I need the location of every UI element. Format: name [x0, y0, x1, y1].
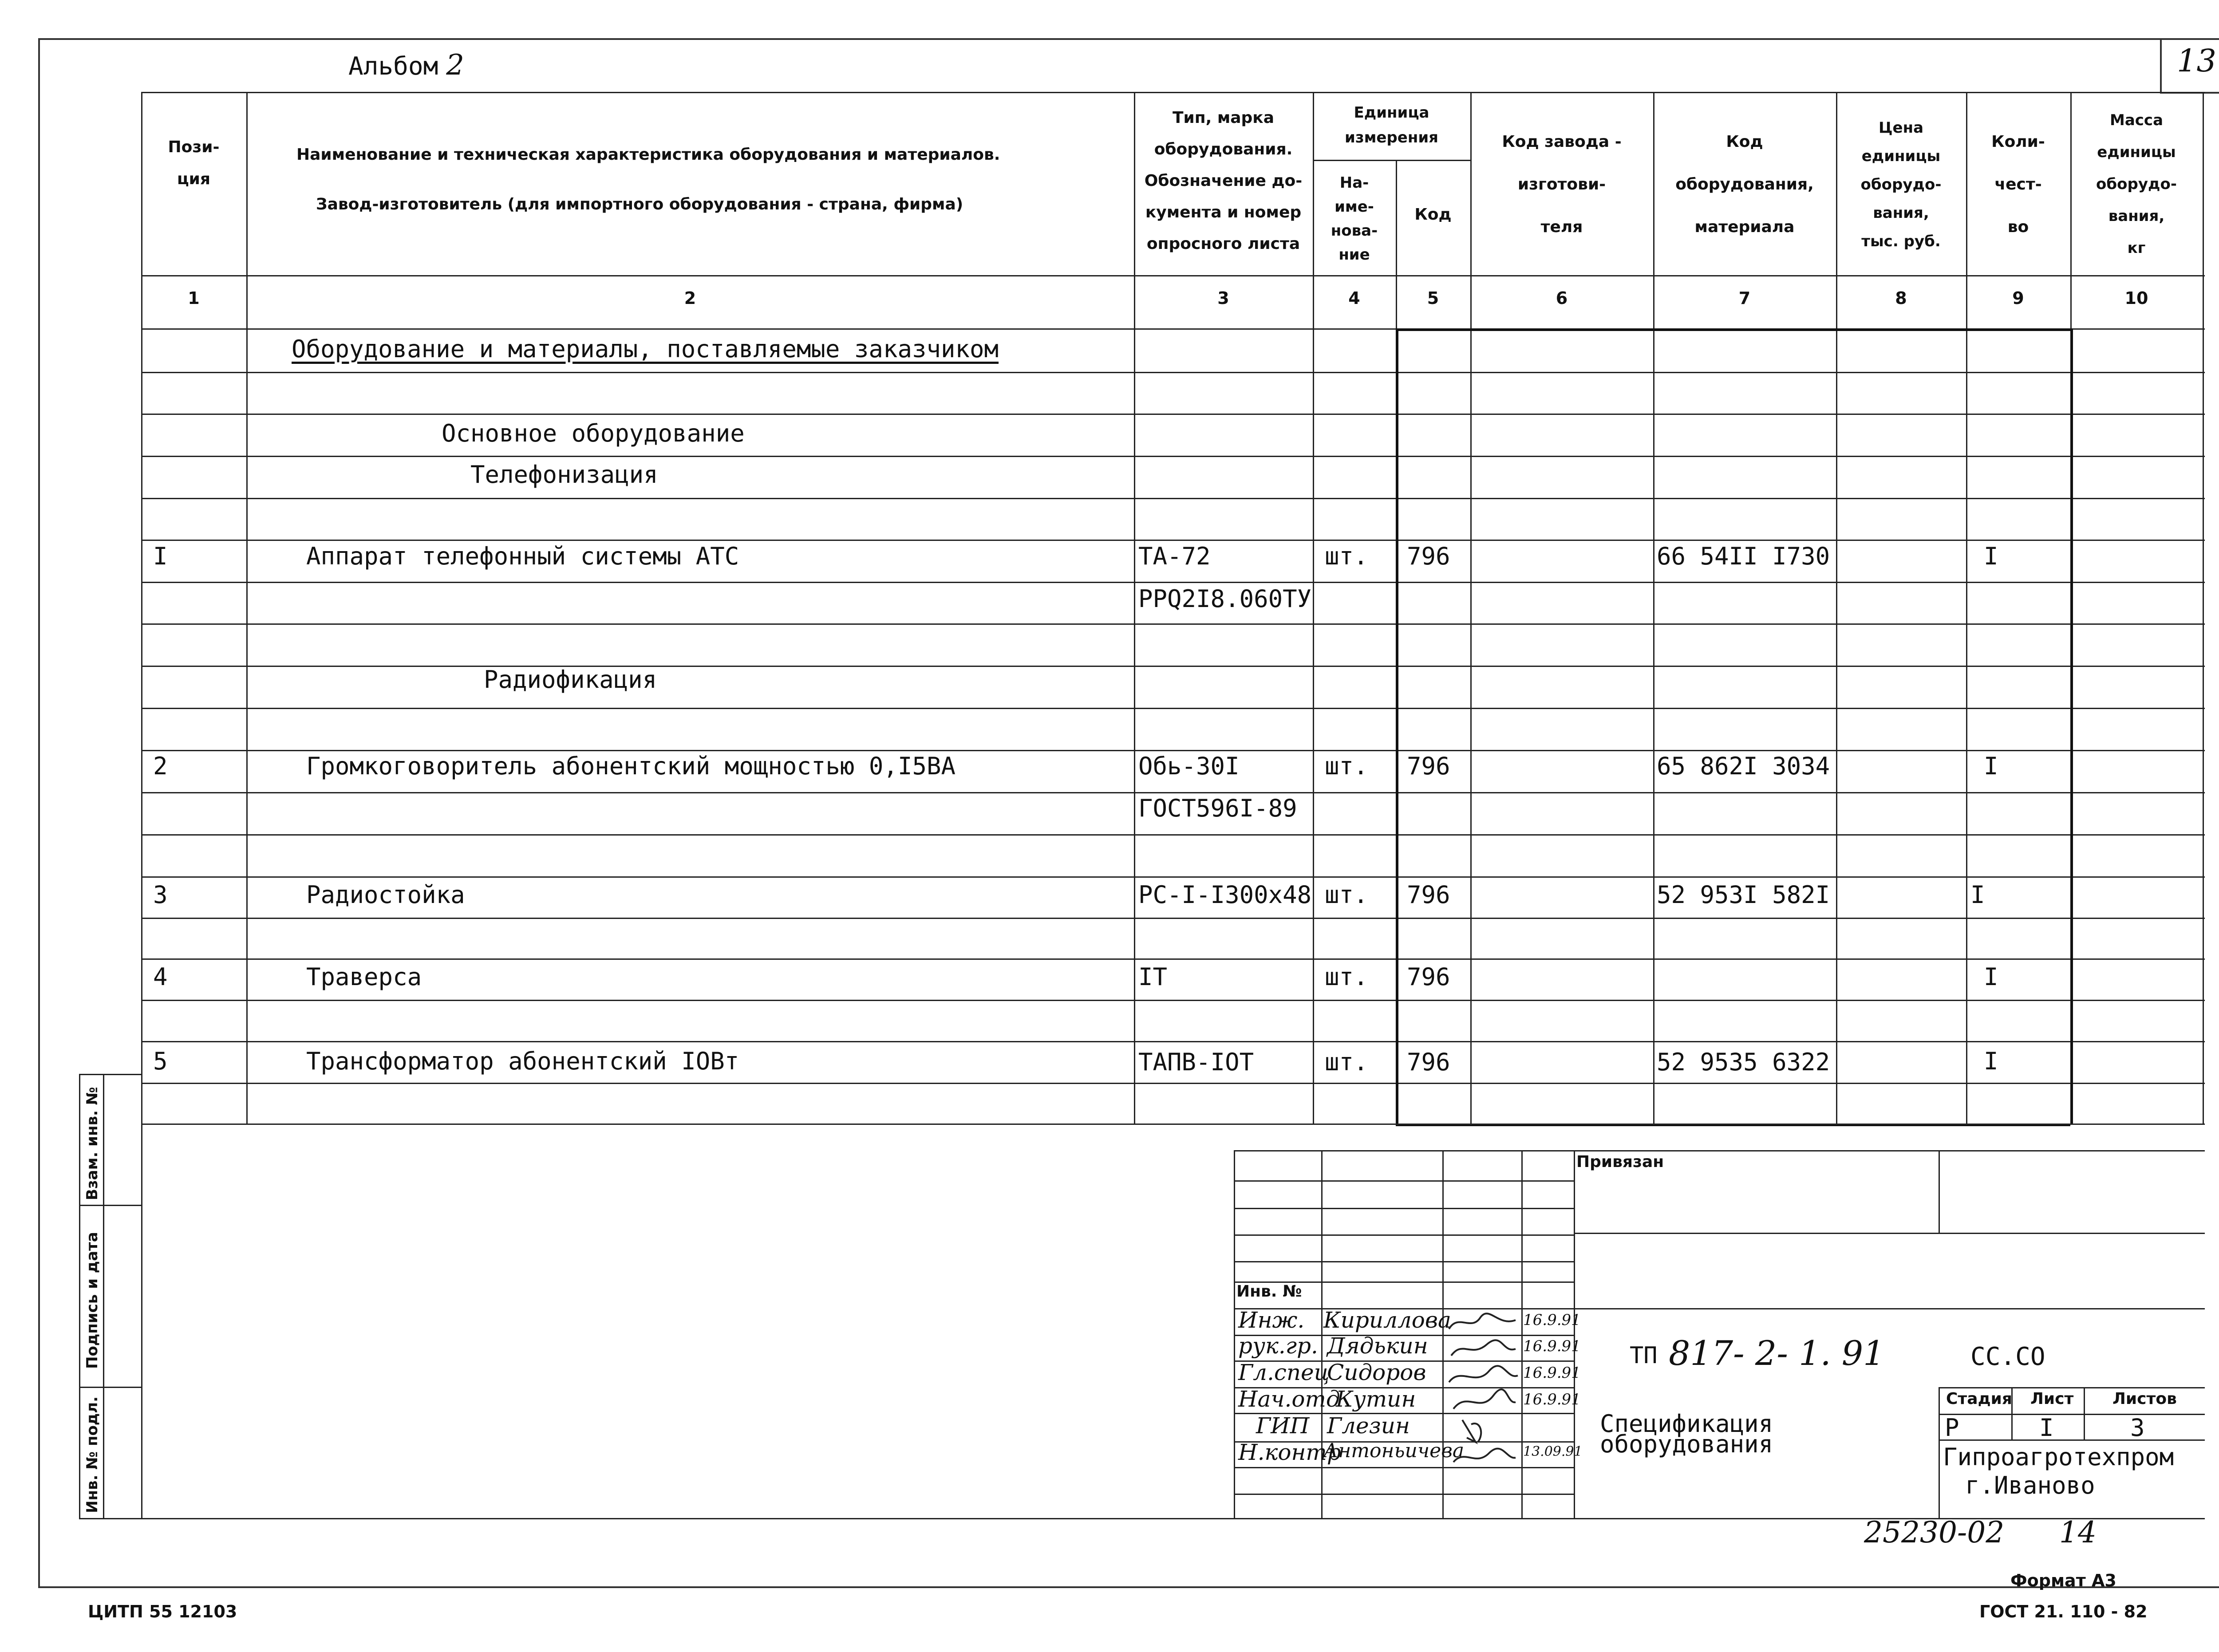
header-factory-code	[1470, 121, 1653, 248]
column-number: 7	[1738, 288, 1751, 308]
row-unit: шт.	[1325, 963, 1368, 991]
tb-organization	[1943, 1443, 2174, 1500]
row-equipment-code: 66 54II I730	[1657, 542, 1830, 570]
tb-vline	[1574, 1150, 1575, 1518]
row-line	[141, 414, 2205, 415]
row-unit-code: 796	[1407, 963, 1450, 991]
album-number: 2	[446, 49, 465, 82]
tb-line	[1939, 1387, 2205, 1388]
sheet-corner-number: 13	[2177, 43, 2217, 79]
footer-left: ЦИТП 55 12103	[88, 1602, 237, 1621]
header-text: кг	[2127, 239, 2146, 257]
tb-name: Кириллова	[1323, 1307, 1451, 1333]
row-equipment-code: 52 953I 582I	[1657, 881, 1830, 909]
header-text: измерения	[1345, 129, 1438, 146]
header-unit-code: Код	[1414, 205, 1452, 224]
row-quantity: I	[1984, 963, 1998, 991]
row-line	[141, 708, 2205, 709]
tb-role: Нач.отд	[1238, 1386, 1340, 1412]
tb-role: Н.контр	[1238, 1439, 1341, 1465]
row-line	[141, 372, 2205, 373]
tb-line	[1234, 1180, 1574, 1182]
format-label: Формат А3	[2010, 1571, 2116, 1590]
side-label-orig-inv: Инв. № подл.	[83, 1396, 101, 1513]
tb-role: Инж.	[1238, 1307, 1305, 1333]
row-line	[141, 834, 2205, 836]
row-line	[141, 792, 2205, 793]
tb-doc-title-line: Спецификация	[1600, 1410, 1773, 1438]
column-number: 10	[2124, 288, 2148, 308]
side-line	[141, 1074, 142, 1519]
tb-line	[1234, 1208, 1574, 1209]
row-line	[141, 1000, 2205, 1001]
column-number: 5	[1427, 288, 1439, 308]
header-text: Единица	[1354, 104, 1429, 122]
header-text: На-	[1339, 174, 1369, 192]
tb-vline	[1521, 1150, 1523, 1518]
header-unit-group	[1313, 100, 1470, 150]
header-price	[1836, 114, 1966, 256]
row-name: Трансформатор абонентский IОВт	[306, 1047, 739, 1075]
tb-sheet-label: Лист	[2030, 1390, 2074, 1408]
tb-sheets-label: Листов	[2112, 1390, 2177, 1408]
row-name: Траверса	[306, 963, 422, 991]
tb-role: Гл.спец	[1238, 1360, 1330, 1385]
tb-privyazan: Привязан	[1576, 1153, 1664, 1171]
header-name-line1: Наименование и техническая характеристика оборудования и материалов.	[296, 146, 1000, 164]
row-name: Аппарат телефонный системы АТС	[306, 542, 739, 570]
group-heading-telephony: Телефонизация	[470, 461, 658, 489]
row-position: 4	[153, 963, 168, 991]
row-line	[141, 623, 2205, 625]
handwritten-code: 25230-02	[1864, 1515, 2005, 1549]
header-text: кумента и номер	[1145, 203, 1302, 221]
row-quantity: I	[1984, 752, 1998, 780]
tb-line	[1234, 1234, 1574, 1236]
side-line	[79, 1205, 141, 1206]
tb-organization-line: Гипроагротехпром	[1943, 1443, 2174, 1471]
handwritten-page: 14	[2059, 1515, 2097, 1549]
header-equipment-code	[1653, 121, 1836, 248]
header-type	[1134, 102, 1313, 260]
col-line	[141, 92, 142, 1124]
header-text: оборудования,	[1675, 175, 1814, 193]
header-unit-name	[1313, 171, 1396, 267]
col-line	[2203, 92, 2204, 1124]
row-type: Обь-30I	[1138, 752, 1240, 780]
header-text: име-	[1335, 198, 1374, 216]
header-position	[141, 131, 246, 195]
side-line	[103, 1074, 104, 1519]
column-number: 1	[188, 288, 200, 308]
column-number: 8	[1895, 288, 1907, 308]
tb-role: ГИП	[1256, 1413, 1310, 1439]
column-number: 9	[2012, 288, 2024, 308]
tb-vline	[1442, 1150, 1444, 1518]
header-text: ция	[177, 170, 211, 188]
row-unit: шт.	[1325, 542, 1368, 570]
row-line	[141, 750, 2205, 751]
header-text: во	[2007, 218, 2029, 236]
row-equipment-code: 65 862I 3034	[1657, 752, 1830, 780]
row-position: 2	[153, 752, 168, 780]
group-heading-radio: Радиофикация	[484, 666, 657, 694]
side-line	[79, 1387, 141, 1388]
bold-box-left	[1396, 328, 1398, 1125]
row-line	[141, 918, 2205, 919]
header-text: тыс. руб.	[1861, 233, 1941, 250]
album-label-text: Альбом	[348, 52, 438, 81]
tb-name: Глезин	[1327, 1413, 1410, 1439]
row-line	[141, 876, 2205, 878]
group-heading-main: Основное оборудование	[442, 419, 745, 447]
header-text: Код завода -	[1502, 133, 1622, 151]
tb-line	[1234, 1467, 1574, 1468]
row-type: IТ	[1138, 963, 1168, 991]
row-line	[141, 666, 2205, 667]
signature-scribbles	[1445, 1309, 1520, 1469]
row-line	[141, 582, 2205, 583]
tb-doc-title-line: оборудования	[1600, 1430, 1773, 1458]
row-name: Громкоговоритель абонентский мощностью 0,I5ВА	[306, 752, 956, 780]
header-text: Пози-	[168, 138, 220, 156]
tb-line	[1574, 1308, 2205, 1309]
tb-line	[1234, 1494, 1574, 1495]
header-text: ние	[1339, 246, 1370, 264]
header-text: вания,	[2108, 207, 2165, 225]
album-label	[348, 49, 464, 82]
unit-group-line	[1313, 160, 1470, 161]
header-text: Масса	[2109, 111, 2164, 129]
tb-date: 16.9.91	[1523, 1364, 1581, 1382]
tb-date: 16.9.91	[1523, 1337, 1581, 1355]
tb-inv-no: Инв. №	[1236, 1282, 1302, 1301]
bold-box-right	[2070, 328, 2073, 1125]
row-unit: шт.	[1325, 752, 1368, 780]
header-text: Тип, марка	[1172, 109, 1275, 127]
row-position: I	[153, 542, 168, 570]
row-line	[141, 1083, 2205, 1084]
tb-doc-title	[1600, 1410, 1773, 1458]
tb-doc-mark: СС.СО	[1970, 1342, 2045, 1371]
tb-doc-code-prefix: ТП	[1630, 1342, 1658, 1369]
row-type-doc: ГОСТ596I-89	[1138, 794, 1297, 822]
header-text: вания,	[1873, 204, 1929, 222]
tb-doc-code: 817- 2- 1. 91	[1669, 1333, 1885, 1373]
row-quantity: I	[1970, 881, 1985, 909]
row-position: 5	[153, 1047, 168, 1075]
row-unit-code: 796	[1407, 752, 1450, 780]
header-text: Цена	[1878, 119, 1924, 137]
column-number: 3	[1217, 288, 1229, 308]
tb-vline	[2084, 1387, 2085, 1439]
tb-date: 16.9.91	[1523, 1311, 1581, 1329]
tb-line	[1574, 1233, 2205, 1234]
col-line	[246, 92, 248, 1124]
row-unit: шт.	[1325, 881, 1368, 909]
header-text: единицы	[2097, 143, 2176, 161]
header-bottom-line	[141, 275, 2205, 276]
tb-vline	[1234, 1150, 1235, 1518]
tb-vline	[1939, 1150, 1940, 1233]
row-quantity: I	[1984, 542, 1998, 570]
tb-vline	[1939, 1387, 1940, 1518]
tb-date: 13.09.91	[1523, 1444, 1583, 1459]
row-line	[141, 540, 2205, 541]
row-type: РС-I-I300х48	[1138, 881, 1312, 909]
row-unit-code: 796	[1407, 881, 1450, 909]
row-type: ТАПВ-IОТ	[1138, 1048, 1254, 1076]
tb-name: Антоньичева	[1323, 1439, 1465, 1462]
drawing-frame	[38, 38, 2219, 1588]
tb-line	[1939, 1414, 2205, 1415]
tb-line	[1234, 1150, 2205, 1151]
tb-organization-line: г.Иваново	[1965, 1471, 2095, 1499]
header-mass	[2070, 104, 2203, 264]
tb-name: Кутин	[1336, 1386, 1416, 1412]
row-unit: шт.	[1325, 1048, 1368, 1076]
header-name-line2: Завод-изготовитель (для импортного оборудования - страна, фирма)	[316, 195, 963, 213]
table-top-line	[141, 92, 2205, 93]
tb-name: Дядькин	[1327, 1333, 1428, 1359]
header-text: Обозначение до-	[1144, 172, 1303, 190]
header-text: чест-	[1994, 175, 2042, 193]
row-name: Радиостойка	[306, 881, 465, 909]
row-line	[141, 498, 2205, 499]
header-text: теля	[1540, 218, 1583, 236]
row-line	[141, 958, 2205, 960]
row-type: ТА-72	[1138, 542, 1211, 570]
column-number: 2	[684, 288, 696, 308]
tb-line	[1939, 1439, 2205, 1441]
header-text: Коли-	[1991, 133, 2045, 151]
tb-line	[1234, 1261, 1574, 1262]
tb-name: Сидоров	[1327, 1360, 1426, 1385]
column-number: 6	[1556, 288, 1568, 308]
header-text: оборудования.	[1154, 140, 1293, 158]
header-text: изготови-	[1517, 175, 1606, 193]
header-text: единицы	[1861, 147, 1941, 165]
tb-date: 16.9.91	[1523, 1391, 1581, 1408]
tb-sheet: I	[2039, 1414, 2054, 1442]
side-line	[79, 1074, 80, 1519]
header-text: Код	[1726, 133, 1763, 151]
tb-stage: Р	[1945, 1414, 1959, 1442]
bottom-area-top	[141, 1124, 2205, 1125]
row-type-doc: РРQ2I8.060ТУ	[1138, 585, 1312, 613]
tb-role: рук.гр.	[1238, 1333, 1318, 1359]
header-text: оборудо-	[2096, 175, 2177, 193]
tb-stage-label: Стадия	[1946, 1390, 2012, 1408]
header-text: оборудо-	[1860, 176, 1942, 193]
row-equipment-code: 52 9535 6322	[1657, 1048, 1830, 1076]
row-line	[141, 1041, 2205, 1042]
row-quantity: I	[1984, 1047, 1998, 1075]
header-text: нова-	[1331, 222, 1378, 240]
header-quantity	[1966, 121, 2070, 248]
column-number: 4	[1348, 288, 1360, 308]
row-position: 3	[153, 881, 168, 909]
header-text: опросного листа	[1146, 235, 1300, 253]
header-text: материала	[1694, 218, 1795, 236]
row-line	[141, 456, 2205, 457]
row-unit-code: 796	[1407, 542, 1450, 570]
side-label-replaced-inv: Взам. инв. №	[83, 1087, 101, 1200]
tb-sheets: 3	[2130, 1414, 2145, 1442]
side-line	[79, 1074, 141, 1075]
section-title: Оборудование и материалы, поставляемые заказчиком	[292, 335, 999, 363]
row-unit-code: 796	[1407, 1048, 1450, 1076]
side-label-sign-date: Подпись и дата	[83, 1232, 101, 1369]
footer-right: ГОСТ 21. 110 - 82	[1979, 1602, 2148, 1621]
bold-box-top	[1396, 328, 2070, 331]
